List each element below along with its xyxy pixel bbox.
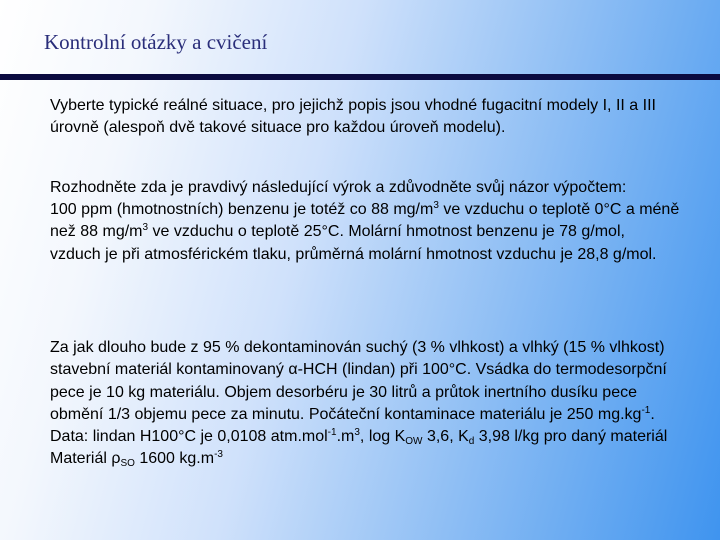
- data-text: 3,98 l/kg pro daný materiál: [474, 428, 668, 446]
- statement-part: ve vzduchu o teplotě 0°C a méně než 88 mg/m: [50, 201, 680, 241]
- task-text: .: [650, 405, 655, 423]
- question-1: [50, 95, 680, 139]
- superscript: 3: [354, 427, 360, 439]
- subscript: OW: [405, 436, 423, 448]
- slide-title: Kontrolní otázky a cvičení: [44, 30, 268, 54]
- task-text: Za jak dlouho bude z 95 % dekontaminován suchý (3 % vlhkost) a vlhký (15 % vlhkost) stavební materiál kontaminovaný α-HCH (lindan) při 100°C. Vsádka do termodesorpční pece je 10 kg materiálu. Objem desorbéru je 30 litrů a průtok inertního dusíku pece obmění 1/3 objemu pece za minutu. Počáteční kontaminace materiálu je 250 mg.kg: [50, 339, 667, 423]
- title-divider: [0, 74, 720, 80]
- data-text: , log K: [359, 428, 406, 446]
- subscript: d: [468, 436, 475, 448]
- question-3-task: [50, 337, 680, 426]
- superscript: 3: [433, 200, 439, 212]
- question-2-statement: [50, 199, 680, 266]
- question-3: [50, 337, 680, 471]
- superscript: -3: [214, 449, 223, 461]
- statement-part: 100 ppm (hmotnostních) benzenu je totéž co 88 mg/m: [50, 201, 434, 219]
- question-2-prompt: Rozhodněte zda je pravdivý následující výrok a zdůvodněte svůj názor výpočtem:: [50, 179, 627, 196]
- question-3-material: [50, 448, 680, 470]
- subscript: SO: [120, 458, 135, 470]
- question-1-text: Vyberte typické reálné situace, pro jejichž popis jsou vhodné fugacitní modely I, II a III úrovně (alespoň dvě takové situace pro každou úroveň modelu).: [50, 97, 656, 137]
- question-2: [50, 177, 680, 266]
- superscript: 3: [142, 222, 149, 234]
- material-text: Materiál ρ: [50, 450, 121, 468]
- question-3-data: [50, 426, 680, 448]
- data-text: .m: [336, 428, 355, 446]
- superscript: -1: [327, 427, 337, 439]
- superscript: -1: [641, 404, 651, 416]
- statement-part: ve vzduchu o teplotě 25°C. Molární hmotnost benzenu je 78 g/mol, vzduch je při atmosférickém tlaku, průměrná molární hmotnost vzduchu je 28,8 g/mol.: [50, 223, 657, 263]
- material-text: 1600 kg.m: [134, 450, 215, 468]
- data-text: Data: lindan H100°C je 0,0108 atm.mol: [50, 428, 328, 446]
- data-text: 3,6, K: [422, 428, 469, 446]
